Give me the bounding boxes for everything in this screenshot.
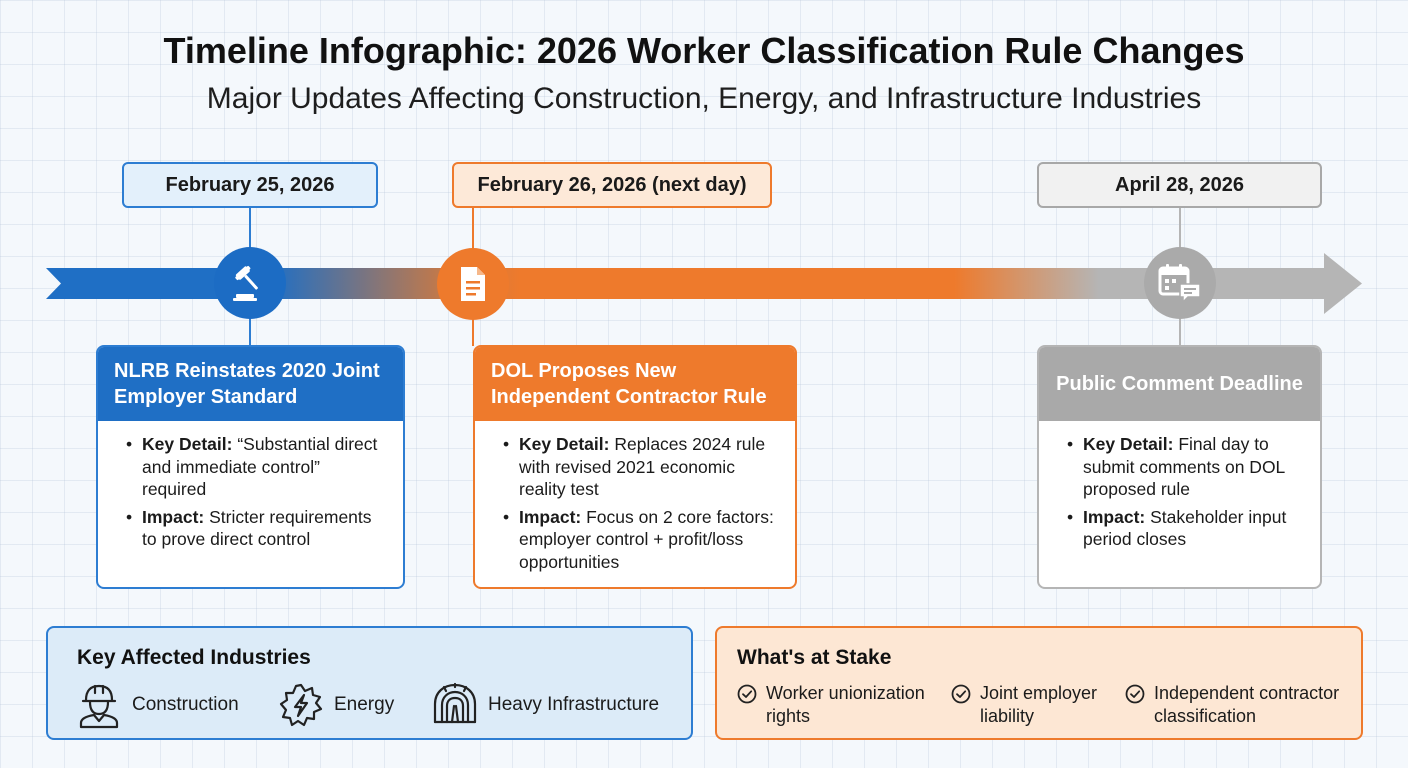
event-1-node bbox=[214, 247, 286, 319]
calendar-comment-icon bbox=[1156, 261, 1204, 305]
industry-label: Construction bbox=[132, 694, 239, 715]
event-3-heading: Public Comment Deadline bbox=[1039, 347, 1320, 421]
industry-label: Heavy Infrastructure bbox=[488, 694, 660, 715]
page-subtitle: Major Updates Affecting Construction, Energy, and Infrastructure Industries bbox=[206, 82, 1202, 115]
event-1-impact: • Impact: Stricter requirements to prove direct control bbox=[126, 506, 389, 551]
event-2-key-detail: • Key Detail: Replaces 2024 rule with revised 2021 economic reality test bbox=[503, 433, 781, 501]
connector-line-2-top bbox=[472, 208, 474, 249]
event-1-key-detail: • Key Detail: “Substantial direct and immediate control” required bbox=[126, 433, 389, 501]
event-2-card bbox=[473, 345, 797, 589]
event-2-impact: • Impact: Focus on 2 core factors: employer control + profit/loss opportunities bbox=[503, 506, 781, 574]
stake-item-1 bbox=[737, 682, 925, 727]
stakes-title: What's at Stake bbox=[737, 646, 892, 669]
stake-label: Worker unionization rights bbox=[766, 683, 925, 726]
connector-line-3-bottom bbox=[1179, 318, 1181, 346]
connector-line-1-bottom bbox=[249, 318, 251, 346]
event-3-node bbox=[1144, 247, 1216, 319]
industries-title: Key Affected Industries bbox=[77, 646, 311, 669]
event-1-heading: NLRB Reinstates 2020 Joint Employer Standard bbox=[98, 347, 403, 421]
connector-line-1-top bbox=[249, 208, 251, 248]
connector-line-3-top bbox=[1179, 208, 1181, 248]
page-title: Timeline Infographic: 2026 Worker Classification Rule Changes bbox=[163, 30, 1245, 71]
check-circle-icon bbox=[951, 684, 971, 704]
hard-hat-worker-icon bbox=[76, 681, 122, 729]
event-2-date: February 26, 2026 (next day) bbox=[452, 162, 772, 208]
event-2-node bbox=[437, 248, 509, 320]
stake-item-3 bbox=[1125, 682, 1339, 727]
industries-panel bbox=[46, 626, 693, 740]
stake-label: Joint employer liability bbox=[980, 683, 1098, 726]
connector-line-2-bottom bbox=[472, 319, 474, 346]
check-circle-icon bbox=[737, 684, 757, 704]
gavel-icon bbox=[228, 261, 272, 305]
industry-label: Energy bbox=[334, 694, 395, 715]
energy-gear-icon bbox=[278, 682, 324, 728]
industry-heavy-infrastructure bbox=[432, 680, 659, 730]
event-3-date: April 28, 2026 bbox=[1037, 162, 1322, 208]
stake-label: Independent contractor classification bbox=[1154, 683, 1340, 726]
stake-item-2 bbox=[951, 682, 1097, 727]
document-icon bbox=[455, 264, 491, 304]
check-circle-icon bbox=[1125, 684, 1145, 704]
industry-energy bbox=[278, 680, 394, 730]
event-2-heading: DOL Proposes New Independent Contractor Rule bbox=[475, 347, 795, 421]
event-3-impact: • Impact: Stakeholder input period closes bbox=[1067, 506, 1306, 551]
event-1-date: February 25, 2026 bbox=[122, 162, 378, 208]
event-1-card bbox=[96, 345, 405, 589]
event-3-card bbox=[1037, 345, 1322, 589]
tunnel-icon bbox=[432, 682, 478, 728]
event-3-key-detail: • Key Detail: Final day to submit comments on DOL proposed rule bbox=[1067, 433, 1306, 501]
stakes-panel bbox=[715, 626, 1363, 740]
industry-construction bbox=[76, 680, 239, 730]
